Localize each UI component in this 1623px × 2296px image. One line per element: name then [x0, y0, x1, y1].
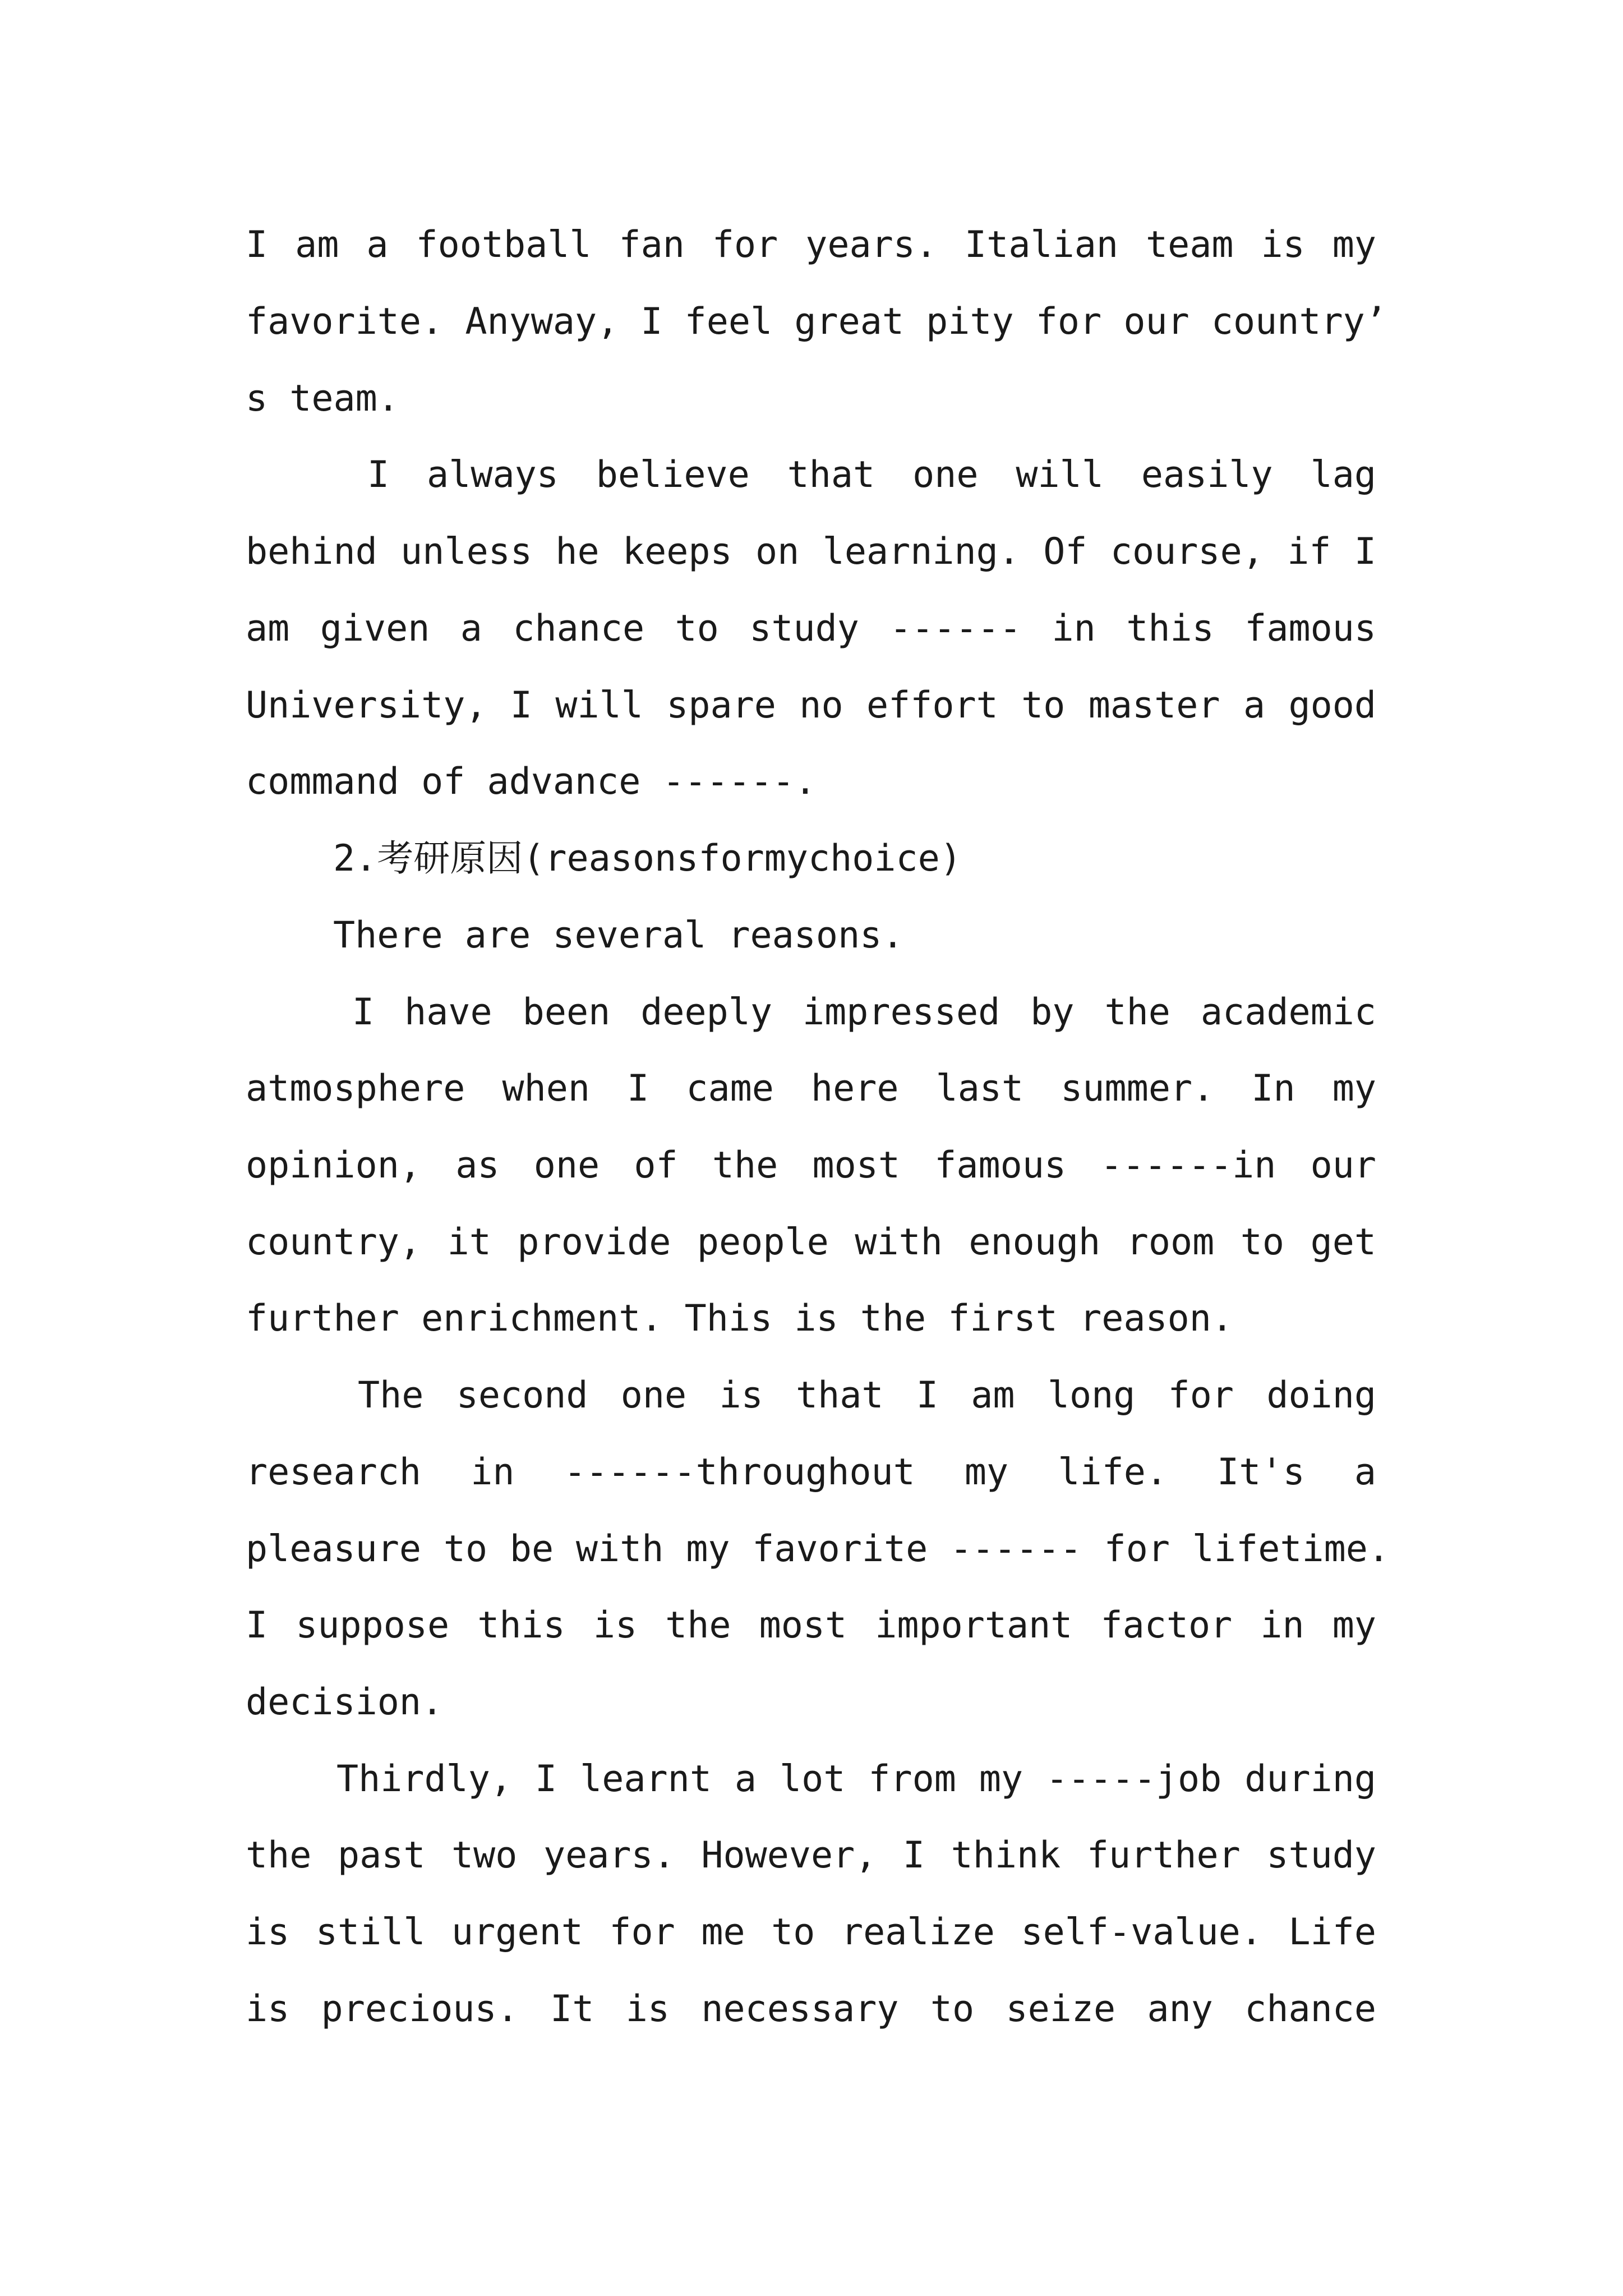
text-line-content: Thirdly, I learnt a lot from my -----job during [336, 1758, 1376, 1800]
text-line-content: the past two years. However, I think further study [246, 1834, 1376, 1876]
text-line-content: is precious. It is necessary to seize any chance [246, 1988, 1376, 2030]
text-line-content: There are several reasons. [333, 914, 904, 956]
text-line-content: further enrichment. This is the first reason. [246, 1297, 1233, 1340]
text-line-content: research in ------throughout my life. It's a [246, 1451, 1376, 1493]
text-line [0, 1280, 1623, 1357]
text-line-content: pleasure to be with my favorite ------ for lifetime. [246, 1528, 1390, 1570]
text-line [0, 1741, 1623, 1818]
text-line [0, 360, 1623, 437]
text-line [0, 1664, 1623, 1741]
text-line-content: favorite. Anyway, I feel great pity for our country’ [246, 301, 1387, 343]
text-line [0, 1204, 1623, 1281]
text-line [0, 513, 1623, 590]
text-line-content: I am a football fan for years. Italian team is my [246, 224, 1376, 266]
text-line [0, 1894, 1623, 1971]
text-line [0, 436, 1623, 513]
text-line-content: University, I will spare no effort to master a good [246, 684, 1376, 726]
text-line [0, 1050, 1623, 1127]
text-line-content: I always believe that one will easily lag [367, 454, 1376, 496]
text-line-content: behind unless he keeps on learning. Of course, if I [246, 531, 1376, 573]
text-line [0, 743, 1623, 820]
text-line [0, 897, 1623, 974]
text-line-content: I have been deeply impressed by the academic [352, 991, 1376, 1033]
text-line [0, 1587, 1623, 1664]
text-line [0, 974, 1623, 1051]
text-line-content: command of advance ------. [246, 761, 817, 803]
text-line [0, 206, 1623, 283]
text-line-content: I suppose this is the most important factor in my [246, 1604, 1376, 1646]
text-line-content: s team. [246, 378, 399, 420]
text-line-content: country, it provide people with enough room to get [246, 1221, 1376, 1263]
section-heading: 2.考研原因(reasonsformychoice) [333, 838, 962, 880]
text-line-content: The second one is that I am long for doing [358, 1374, 1376, 1416]
text-line-content: is still urgent for me to realize self-value. Life [246, 1911, 1376, 1953]
text-line [0, 667, 1623, 744]
text-line [0, 1971, 1623, 2047]
text-line [0, 1127, 1623, 1204]
text-line-content: opinion, as one of the most famous ------in our [246, 1144, 1376, 1186]
text-line [0, 820, 1623, 897]
text-line-content: am given a chance to study ------ in this famous [246, 608, 1376, 650]
text-line-content: decision. [246, 1681, 444, 1723]
text-line [0, 283, 1623, 360]
text-line [0, 1357, 1623, 1434]
text-line [0, 1511, 1623, 1588]
text-line [0, 1434, 1623, 1511]
text-line [0, 1817, 1623, 1894]
text-line [0, 590, 1623, 667]
text-line-content: atmosphere when I came here last summer. In my [246, 1068, 1376, 1110]
